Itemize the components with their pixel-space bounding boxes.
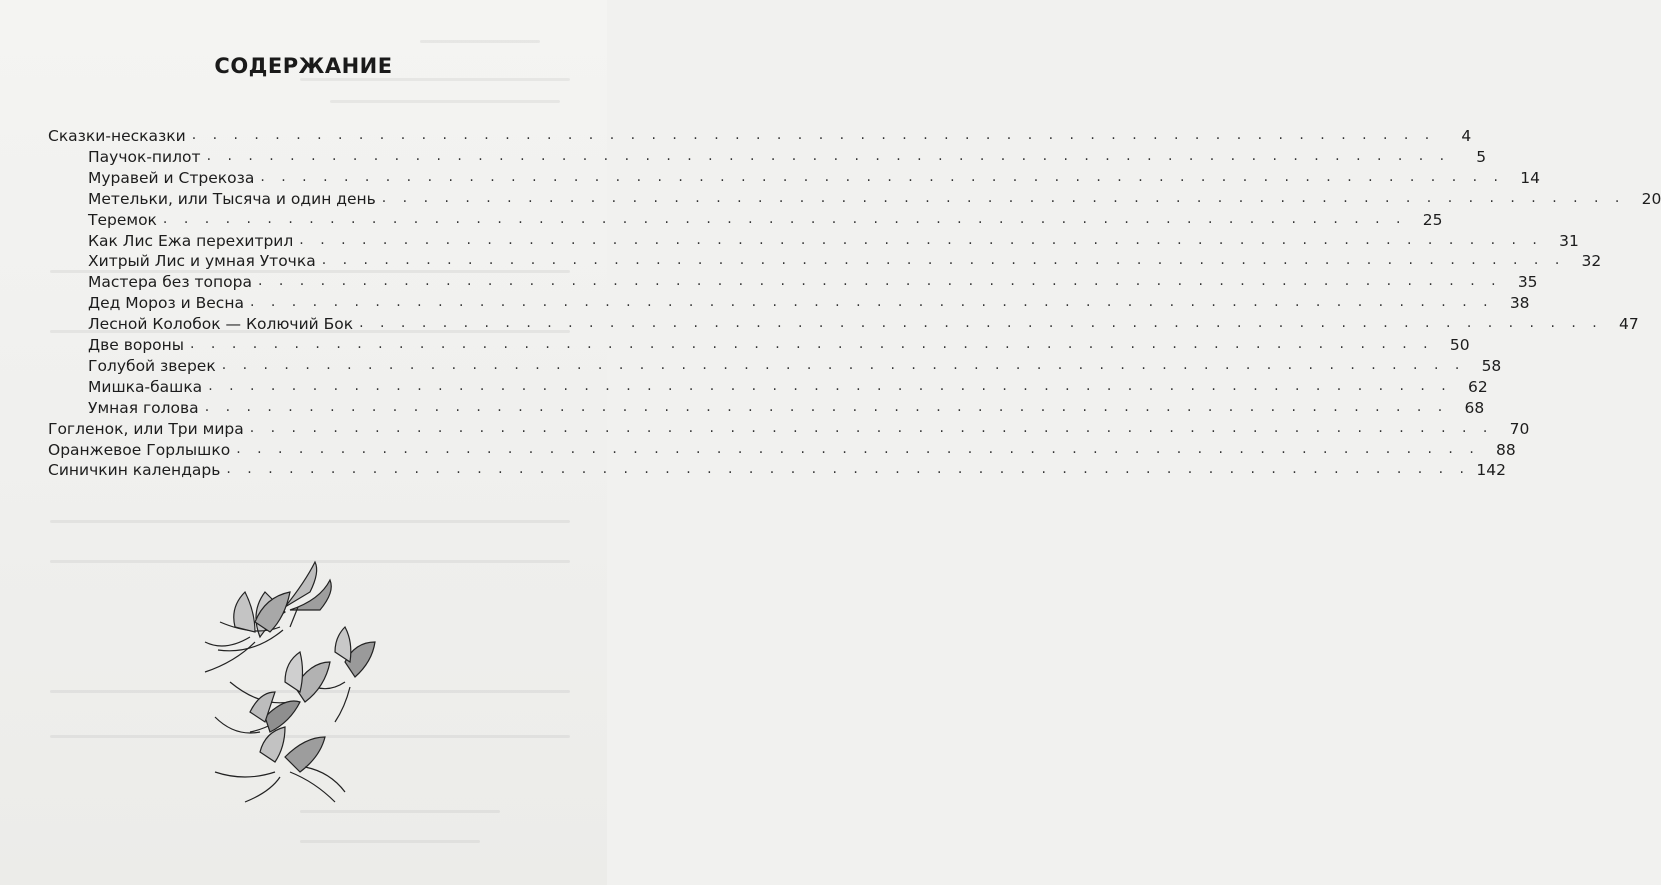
toc-entry-title: Как Лис Ежа перехитрил bbox=[88, 231, 294, 250]
toc-entry bbox=[88, 166, 1540, 188]
toc-dot-leader: . . . . . . . . . . . . . . . . . . . . . . . . . . . . . . . . . . . . . . . . . . . . . . . . . . . . . . . . . . . . bbox=[204, 398, 1449, 415]
toc-entry bbox=[48, 417, 1530, 439]
toc-dot-leader: . . . . . . . . . . . . . . . . . . . . . . . . . . . . . . . . . . . . . . . . . . . . . . . . . . . . . . . . . . . . bbox=[359, 315, 1603, 332]
toc-entry bbox=[88, 333, 1470, 355]
toc-dot-leader: . . . . . . . . . . . . . . . . . . . . . . . . . . . . . . . . . . . . . . . . . . . . . . . . . . . . . . . . . . . . bbox=[321, 252, 1566, 269]
mayflies-illustration bbox=[195, 552, 395, 807]
page-title: СОДЕРЖАНИЕ bbox=[214, 54, 393, 78]
toc-entry-title: Паучок-пилот bbox=[88, 147, 201, 166]
mayfly-icon bbox=[215, 727, 345, 802]
toc-dot-leader: . . . . . . . . . . . . . . . . . . . . . . . . . . . . . . . . . . . . . . . . . . . . . . . . . . . . . . . . . . . . bbox=[236, 440, 1480, 457]
toc-page-number: 58 bbox=[1481, 356, 1502, 375]
toc-page-number: 32 bbox=[1581, 252, 1602, 271]
toc-dot-leader: . . . . . . . . . . . . . . . . . . . . . . . . . . . . . . . . . . . . . . . . . . . . . . . . . . . . . . . . . . . . bbox=[162, 210, 1407, 227]
toc-entry bbox=[88, 229, 1579, 251]
toc-dot-leader: . . . . . . . . . . . . . . . . . . . . . . . . . . . . . . . . . . . . . . . . . . . . . . . . . . . . . . . . . . . . bbox=[381, 189, 1626, 206]
toc-dot-leader: . . . . . . . . . . . . . . . . . . . . . . . . . . . . . . . . . . . . . . . . . . . . . . . . . . . . . . . . . . . . bbox=[221, 356, 1466, 373]
toc-entry bbox=[88, 145, 1487, 167]
toc-dot-leader: . . . . . . . . . . . . . . . . . . . . . . . . . . . . . . . . . . . . . . . . . . . . . . . . . . . . . . . . . . . . bbox=[206, 147, 1451, 164]
toc-dot-leader: . . . . . . . . . . . . . . . . . . . . . . . . . . . . . . . . . . . . . . . . . . . . . . . . . . . . . . . . . . . . bbox=[191, 127, 1436, 143]
toc-page-number: 35 bbox=[1517, 273, 1538, 292]
show-through bbox=[50, 520, 570, 523]
toc-entry-title: Голубой зверек bbox=[88, 356, 216, 375]
toc-entry-title: Метельки, или Тысяча и один день bbox=[88, 189, 376, 208]
toc-entry bbox=[48, 438, 1516, 460]
toc-page-number: 20 bbox=[1641, 189, 1661, 208]
toc-entry-title: Лесной Колобок — Колючий Бок bbox=[88, 315, 354, 334]
toc-entry-title: Умная голова bbox=[88, 398, 199, 417]
toc-page-number: 68 bbox=[1464, 398, 1485, 417]
toc-entry bbox=[88, 249, 1602, 271]
toc-entry-title: Хитрый Лис и умная Уточка bbox=[88, 252, 316, 271]
toc-dot-leader: . . . . . . . . . . . . . . . . . . . . . . . . . . . . . . . . . . . . . . . . . . . . . . . . . . . . . . . . . . . . bbox=[257, 273, 1502, 290]
toc-dot-leader: . . . . . . . . . . . . . . . . . . . . . . . . . . . . . . . . . . . . . . . . . . . . . . . . . . . . . . . . . . . . bbox=[249, 419, 1494, 436]
toc-page-number: 31 bbox=[1559, 231, 1579, 250]
toc-entry bbox=[88, 291, 1530, 313]
toc-entry-title: Теремок bbox=[88, 210, 157, 229]
toc-dot-leader: . . . . . . . . . . . . . . . . . . . . . . . . . . . . . . . . . . . . . . . . . . . . . . . . . . . . . . . . . . . . bbox=[299, 231, 1543, 248]
show-through bbox=[300, 810, 500, 813]
toc-dot-leader: . . . . . . . . . . . . . . . . . . . . . . . . . . . . . . . . . . . . . . . . . . . . . . . . . . . . . . . . . . . . bbox=[260, 168, 1504, 185]
toc-entry bbox=[48, 124, 1472, 146]
toc-entry-title: Две вороны bbox=[88, 336, 185, 354]
toc-entry bbox=[88, 396, 1485, 418]
toc-page-number: 88 bbox=[1496, 440, 1516, 459]
toc-dot-leader: . . . . . . . . . . . . . . . . . . . . . . . . . . . . . . . . . . . . . . . . . . . . . . . . . . . . . . . . . . . . bbox=[249, 294, 1494, 311]
toc-entry bbox=[88, 187, 1661, 209]
toc-entry-title: Дед Мороз и Весна bbox=[88, 294, 244, 313]
show-through bbox=[300, 78, 570, 81]
toc-page-number: 25 bbox=[1422, 210, 1443, 229]
toc-page-number: 5 bbox=[1476, 147, 1487, 166]
toc-entry bbox=[88, 354, 1502, 376]
toc-entry-title: Мастера без топора bbox=[88, 273, 252, 292]
toc-dot-leader: . . . . . . . . . . . . . . . . . . . . . . . . . . . . . . . . . . . . . . . . . . . . . . . . . . . . . . . . . . . . bbox=[226, 461, 1470, 478]
toc-entry-title: Сказки-несказки bbox=[48, 127, 186, 145]
toc-entry bbox=[88, 312, 1639, 334]
toc-page-number: 50 bbox=[1449, 336, 1470, 354]
toc-entry-title: Оранжевое Горлышко bbox=[48, 440, 231, 459]
toc-entry-title: Муравей и Стрекоза bbox=[88, 168, 255, 187]
toc-dot-leader: . . . . . . . . . . . . . . . . . . . . . . . . . . . . . . . . . . . . . . . . . . . . . . . . . . . . . . . . . . . . bbox=[208, 377, 1452, 394]
toc-entry bbox=[88, 270, 1538, 292]
show-through bbox=[300, 840, 480, 843]
toc-page-number: 4 bbox=[1461, 127, 1472, 145]
toc-entry bbox=[88, 208, 1443, 230]
toc-page-number: 14 bbox=[1520, 168, 1540, 187]
toc-entry bbox=[88, 375, 1488, 397]
toc-page-number: 62 bbox=[1468, 377, 1488, 396]
mayfly-icon bbox=[205, 592, 290, 672]
toc-page-number: 70 bbox=[1509, 419, 1530, 438]
toc-page-number: 38 bbox=[1509, 294, 1530, 313]
toc-entry-title: Гогленок, или Три мира bbox=[48, 419, 244, 438]
toc-entry-title: Синичкин календарь bbox=[48, 461, 221, 480]
toc-entry bbox=[48, 458, 1506, 480]
toc-dot-leader: . . . . . . . . . . . . . . . . . . . . . . . . . . . . . . . . . . . . . . . . . . . . . . . . . . . . . . . . . . . . bbox=[190, 336, 1434, 352]
toc-page-number: 47 bbox=[1618, 315, 1639, 334]
toc-page-number: 142 bbox=[1476, 461, 1506, 480]
toc-entry-title: Мишка-башка bbox=[88, 377, 203, 396]
show-through bbox=[420, 40, 540, 43]
show-through bbox=[330, 100, 560, 103]
